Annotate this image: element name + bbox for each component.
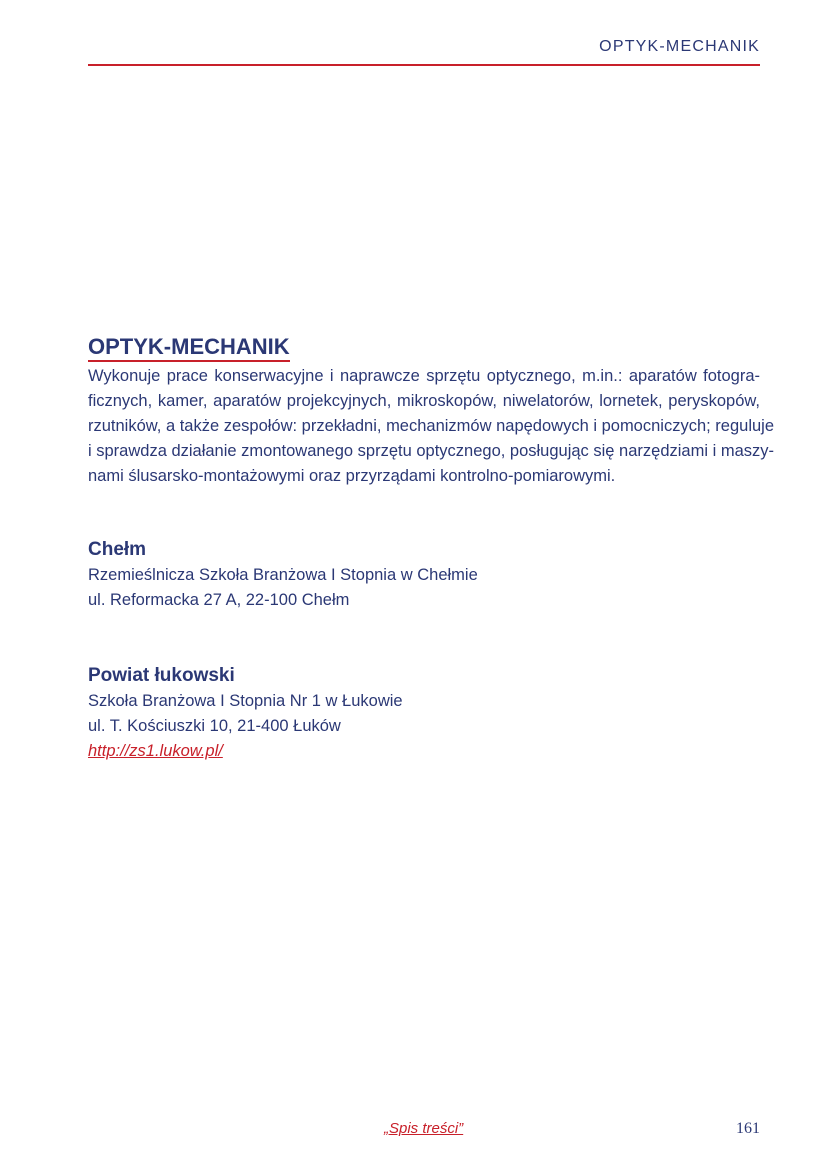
- header-divider: [88, 64, 760, 66]
- description-line: nami ślusarsko-montażowymi oraz przyrządami kontrolno-pomiarowymi.: [88, 467, 616, 485]
- description: [88, 364, 775, 489]
- description-line: Wykonuje prace konserwacyjne i naprawcze sprzętu optycznego, m.in.: aparatów fotogra-: [88, 367, 760, 385]
- section-powiat-lukowski: [88, 663, 403, 764]
- school-address: ul. T. Kościuszki 10, 21-400 Łuków: [88, 717, 341, 735]
- section-chelm: [88, 537, 478, 613]
- page-title: OPTYK-MECHANIK: [88, 334, 290, 362]
- section-heading: Chełm: [88, 539, 147, 560]
- running-header: OPTYK-MECHANIK: [599, 38, 760, 55]
- description-line: i sprawdza działanie zmontowanego sprzętu optycznego, posługując się narzędziami i maszy-: [88, 442, 775, 460]
- section-heading: Powiat łukowski: [88, 665, 235, 686]
- page-number: 161: [736, 1120, 760, 1137]
- description-line: rzutników, a także zespołów: przekładni, mechanizmów napędowych i pomocniczych; reguluje: [88, 417, 775, 435]
- school-website-link[interactable]: http://zs1.lukow.pl/: [88, 742, 223, 760]
- school-name: Rzemieślnicza Szkoła Branżowa I Stopnia w Chełmie: [88, 566, 478, 584]
- table-of-contents-link[interactable]: „Spis treści”: [384, 1120, 464, 1137]
- description-line: ficznych, kamer, aparatów projekcyjnych, mikroskopów, niwelatorów, lornetek, peryskopów,: [88, 392, 760, 410]
- school-address: ul. Reformacka 27 A, 22-100 Chełm: [88, 591, 350, 609]
- school-name: Szkoła Branżowa I Stopnia Nr 1 w Łukowie: [88, 692, 403, 710]
